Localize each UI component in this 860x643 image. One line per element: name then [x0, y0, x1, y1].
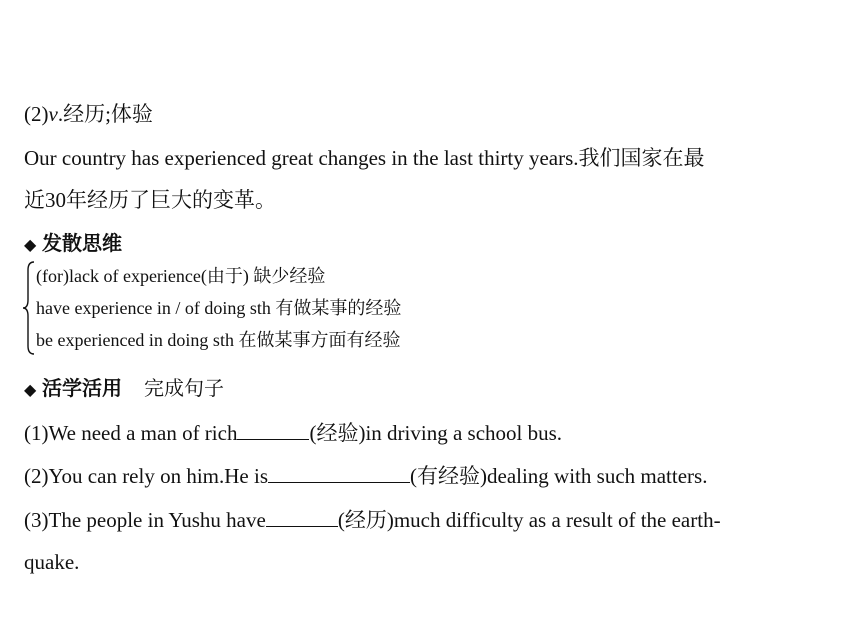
- question-2-text-before: (2)You can rely on him.He is: [24, 464, 269, 488]
- practice-subheading: 完成句子: [144, 376, 224, 400]
- question-2-text-after: (有经验)dealing with such matters.: [410, 464, 708, 488]
- example-line-1: Our country has experienced great changes in the last thirty years.我们国家在最: [24, 146, 705, 170]
- question-1-text-before: (1)We need a man of rich: [24, 421, 238, 445]
- sense-line: [24, 101, 153, 127]
- sense-number: (2): [24, 102, 49, 126]
- example-line-2: 近30年经历了巨大的变革。: [24, 188, 276, 212]
- divergent-heading-text: 发散思维: [42, 231, 122, 255]
- phrase-item: (for)lack of experience(由于) 缺少经验: [36, 266, 326, 286]
- question-2: [24, 463, 707, 489]
- part-of-speech: v: [48, 102, 58, 126]
- phrase-item: have experience in / of doing sth 有做某事的经验: [36, 298, 402, 318]
- practice-heading-text: 活学活用: [42, 376, 122, 400]
- question-3: [24, 507, 721, 533]
- answer-blank-2[interactable]: [268, 481, 410, 483]
- phrase-group: [22, 260, 522, 356]
- question-3-continued: quake.: [24, 550, 80, 574]
- question-3-text-before: (3)The people in Yushu have: [24, 508, 266, 532]
- practice-heading: [24, 375, 224, 403]
- left-brace-icon: [22, 260, 36, 356]
- diamond-bullet-icon: ◆: [24, 235, 37, 254]
- answer-blank-1[interactable]: [237, 438, 309, 440]
- divergent-heading: [24, 230, 122, 258]
- question-1-text-after: (经验)in driving a school bus.: [309, 421, 563, 445]
- question-3-text-after: (经历)much difficulty as a result of the earth-: [337, 508, 721, 532]
- phrase-item: be experienced in doing sth 在做某事方面有经验: [36, 330, 401, 350]
- question-1: [24, 420, 562, 446]
- diamond-bullet-icon: ◆: [24, 380, 37, 399]
- sense-meaning: .经历;体验: [57, 102, 153, 126]
- answer-blank-3[interactable]: [266, 525, 338, 527]
